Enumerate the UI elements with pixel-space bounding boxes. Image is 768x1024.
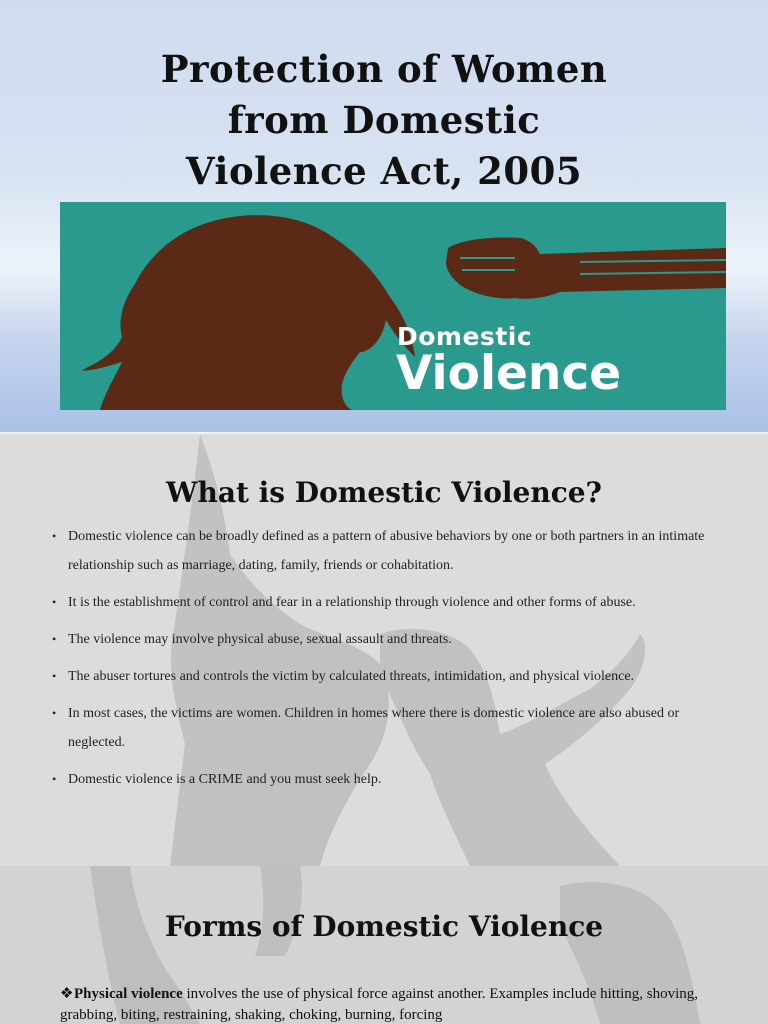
domestic-violence-banner [60,202,726,410]
section-heading: Forms of Domestic Violence [164,910,604,943]
list-item [52,662,712,691]
bullet-icon: • [52,529,57,543]
bullet-text: The abuser tortures and controls the victim by calculated threats, intimidation, and physical violence. [68,669,635,684]
bullet-text: In most cases, the victims are women. Children in homes where there is domestic violence are also abused or neglected. [68,706,680,750]
diamond-bullet-icon: ❖ [60,986,74,1002]
list-item [52,588,712,617]
forms-slide [0,866,768,1024]
title-line-1: Protection of Women [160,47,608,91]
title-slide [0,0,768,432]
banner-word-domestic: Domestic [397,322,533,351]
list-item [52,699,712,757]
form-description: involves the use of physical force against another. Examples include hitting, shoving, grabbing, biting, restraining, shaking, choking, burning, forcing [60,986,699,1023]
bullet-text: Domestic violence can be broadly defined as a pattern of abusive behaviors by one or both partners in an intimate relationship such as marriage, dating, family, friends or cohabitation. [68,529,705,573]
slide-title [0,44,768,197]
list-item [52,625,712,654]
bullet-text: The violence may involve physical abuse, sexual assault and threats. [68,632,452,647]
title-line-2: from Domestic [227,98,541,142]
form-term: Physical violence [74,986,183,1002]
woman-silhouette [82,215,415,410]
bullet-icon: • [52,595,57,609]
bullet-icon: • [52,632,57,646]
banner-word-violence: Violence [396,346,622,401]
list-item [52,765,712,794]
fist-silhouette [446,237,726,298]
bullet-icon: • [52,706,57,720]
form-item-physical [60,984,720,1024]
title-line-3: Violence Act, 2005 [185,149,583,193]
silhouette-illustration [60,202,726,410]
what-is-slide [0,434,768,866]
list-item [52,522,712,580]
bullet-icon: • [52,772,57,786]
section-heading: What is Domestic Violence? [166,476,602,509]
bullet-icon: • [52,669,57,683]
bullet-text: Domestic violence is a CRIME and you must seek help. [68,772,382,787]
definition-bullet-list [52,522,712,794]
bullet-text: It is the establishment of control and fear in a relationship through violence and other forms of abuse. [68,595,636,610]
